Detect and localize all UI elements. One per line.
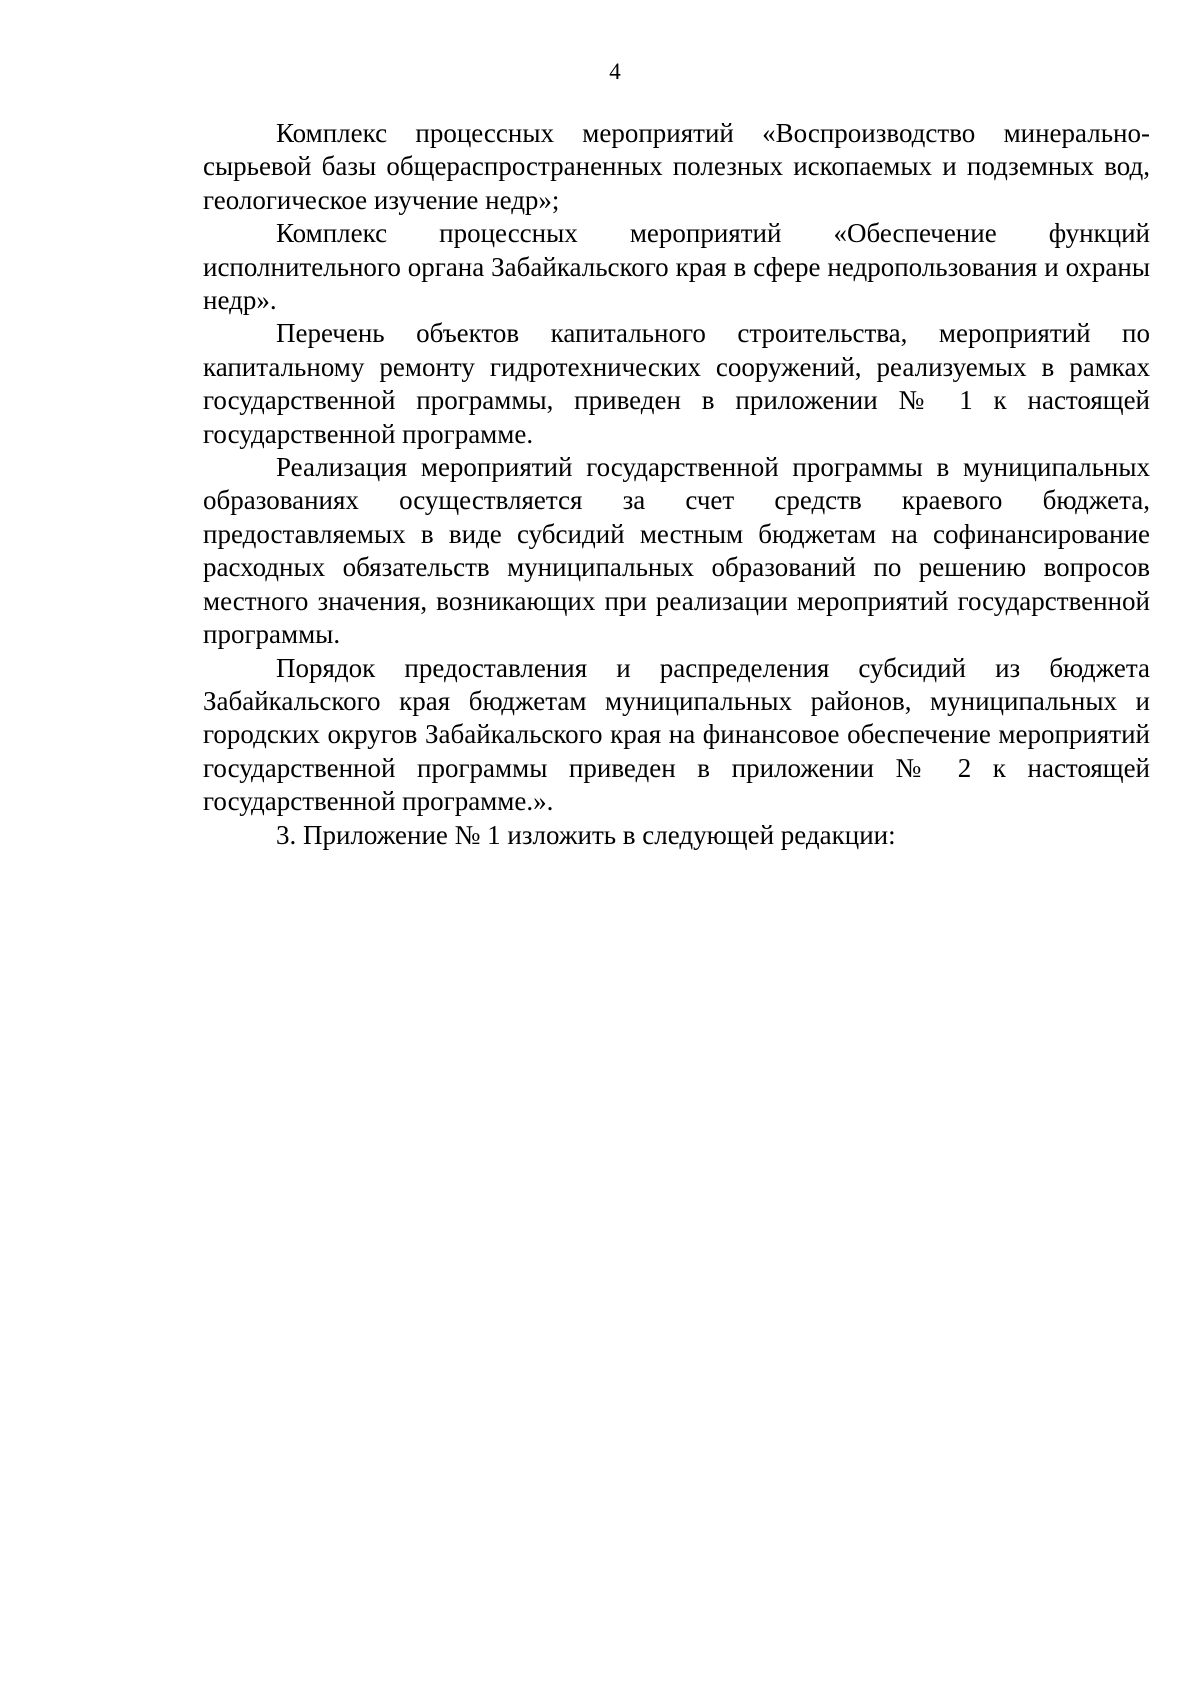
paragraph-subsidy-procedure: Порядок предоставления и распределения субсидий из бюджета Забайкальского края бюджетам муниципальных районов, муниципальных и городских округов Забайкальского края на финансовое обеспечение мероприятий государственной программы приведен в приложении № 2 к настоящей государственной программе.».: [203, 652, 1150, 817]
paragraph-complex-executive-functions: Комплекс процессных мероприятий «Обеспечение функций исполнительного органа Забайкальского края в сфере недропользования и охраны недр».: [203, 218, 1150, 316]
paragraph-appendix-amendment: 3. Приложение № 1 изложить в следующей редакции:: [276, 819, 896, 850]
paragraph-municipal-implementation: Реализация мероприятий государственной программы в муниципальных образованиях осуществляется за счет средств краевого бюджета, предоставляемых в виде субсидий местным бюджетам на софинансирование расходных обязательств муниципальных образований по решению вопросов местного значения, возникающих при реализации мероприятий государственной программы.: [203, 452, 1150, 650]
page-number: 4: [609, 59, 621, 84]
document-body: [203, 117, 1150, 852]
paragraph-capital-construction-list: Перечень объектов капитального строительства, мероприятий по капитальному ремонту гидротехнических сооружений, реализуемых в рамках государственной программы, приведен в приложении № 1 к настоящей государственной программе.: [203, 318, 1150, 449]
paragraph-complex-mineral-base: Комплекс процессных мероприятий «Воспроизводство минерально-сырьевой базы общераспространенных полезных ископаемых и подземных вод, геологическое изучение недр»;: [203, 118, 1150, 215]
